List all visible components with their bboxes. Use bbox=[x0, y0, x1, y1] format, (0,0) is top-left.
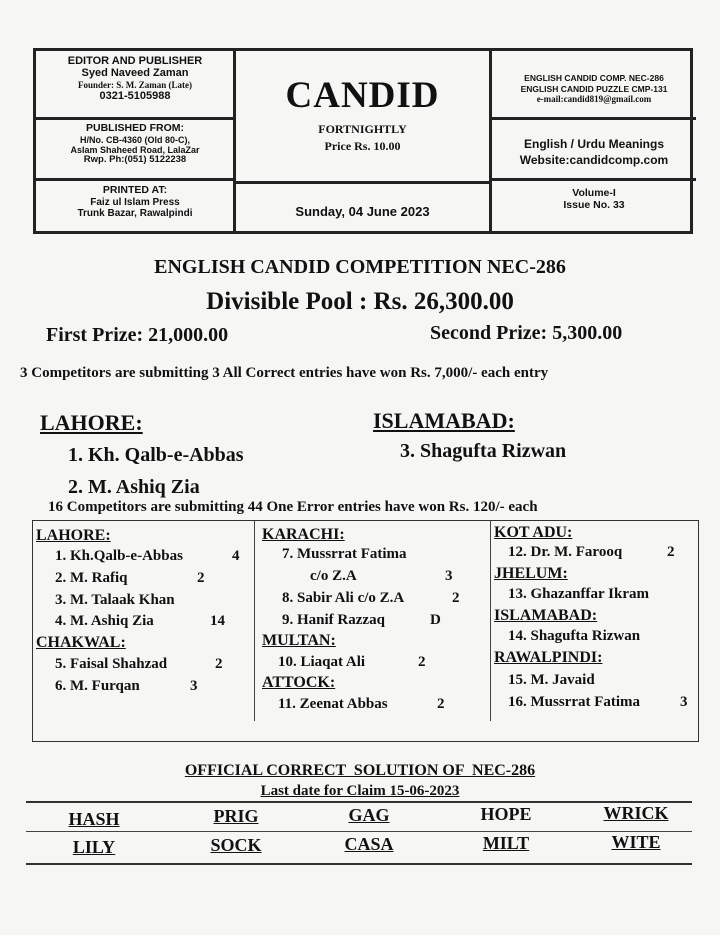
winner-entry: 1. Kh. Qalb-e-Abbas bbox=[68, 444, 244, 466]
entry-count: 3 bbox=[445, 568, 453, 584]
editor-block bbox=[40, 55, 230, 102]
city-jhelum: JHELUM: bbox=[494, 565, 568, 582]
city-islamabad: ISLAMABAD: bbox=[373, 408, 515, 433]
winner-entry: 3. Shagufta Rizwan bbox=[400, 440, 567, 462]
editor-label: EDITOR AND PUBLISHER bbox=[67, 55, 203, 67]
city-attock: ATTOCK: bbox=[262, 674, 336, 691]
city-rawalpindi: RAWALPINDI: bbox=[494, 649, 603, 666]
solution-word: WITE bbox=[611, 832, 661, 852]
printed-line2: Trunk Bazar, Rawalpindi bbox=[77, 207, 193, 219]
newspaper-title: CANDID bbox=[285, 75, 440, 116]
second-prize: Second Prize: 5,300.00 bbox=[430, 322, 623, 344]
entry-name: 9. Hanif Razzaq bbox=[282, 612, 385, 628]
published-addr2: Aslam Shaheed Road, LalaZar bbox=[70, 144, 200, 155]
entry-name: 5. Faisal Shahzad bbox=[55, 656, 168, 672]
divider bbox=[36, 178, 233, 181]
entry-count: D bbox=[430, 612, 441, 628]
entry-count: 2 bbox=[452, 590, 460, 606]
divider bbox=[490, 521, 491, 721]
city-karachi: KARACHI: bbox=[262, 526, 345, 543]
website: Website:candidcomp.com bbox=[519, 152, 669, 167]
entry-name: 13. Ghazanffar Ikram bbox=[508, 586, 649, 602]
solution-word: SOCK bbox=[210, 835, 262, 855]
entry-name: 11. Zeenat Abbas bbox=[278, 696, 388, 712]
editor-name: Syed Naveed Zaman bbox=[81, 67, 189, 80]
divider bbox=[489, 117, 696, 120]
solution-word: LILY bbox=[72, 837, 116, 857]
issue-date: Sunday, 04 June 2023 bbox=[295, 204, 430, 219]
one-error-note: 16 Competitors are submitting 44 One Error entries have won Rs. 120/- each bbox=[48, 499, 538, 515]
entry-name: 1. Kh.Qalb-e-Abbas bbox=[55, 548, 183, 564]
puzzle-code: ENGLISH CANDID PUZZLE CMP-131 bbox=[520, 83, 668, 94]
entry-count: 2 bbox=[667, 544, 675, 560]
solution-word: PRIG bbox=[213, 806, 259, 826]
solution-word: MILT bbox=[482, 833, 530, 853]
entry-name: 6. M. Furqan bbox=[55, 678, 140, 694]
editor-phone: 0321-5105988 bbox=[99, 89, 171, 102]
solution-table bbox=[26, 801, 692, 865]
comp-code: ENGLISH CANDID COMP. NEC-286 bbox=[524, 73, 664, 83]
divisible-pool: Divisible Pool : Rs. 26,300.00 bbox=[206, 288, 514, 315]
entry-count: 4 bbox=[232, 548, 240, 564]
city-lahore: LAHORE: bbox=[36, 527, 111, 544]
city-kot-adu: KOT ADU: bbox=[494, 524, 573, 541]
entry-name: 12. Dr. M. Farooq bbox=[508, 544, 623, 560]
entry-name: 3. M. Talaak Khan bbox=[55, 592, 175, 608]
contact-block bbox=[492, 73, 696, 106]
winner-entry: 2. M. Ashiq Zia bbox=[68, 476, 200, 498]
entry-count: 2 bbox=[215, 656, 223, 672]
city-chakwal: CHAKWAL: bbox=[36, 634, 126, 651]
solution-word: HOPE bbox=[480, 804, 532, 824]
solution-word: HASH bbox=[68, 809, 120, 829]
entry-name: 8. Sabir Ali c/o Z.A bbox=[282, 590, 405, 606]
solution-title: OFFICIAL CORRECT SOLUTION OF NEC-286 bbox=[184, 762, 536, 779]
email: e-mail:candid819@gmail.com bbox=[536, 94, 652, 105]
published-addr1: H/No. CB-4360 (Old 80-C), bbox=[79, 134, 191, 145]
divider bbox=[254, 521, 255, 721]
all-correct-note: 3 Competitors are submitting 3 All Correct entries have won Rs. 7,000/- each entry bbox=[20, 365, 549, 381]
first-prize: First Prize: 21,000.00 bbox=[46, 324, 229, 346]
published-label: PUBLISHED FROM: bbox=[86, 122, 184, 134]
entry-count: 2 bbox=[197, 570, 205, 586]
entry-count: 2 bbox=[437, 696, 445, 712]
city-lahore: LAHORE: bbox=[40, 410, 143, 435]
issue-number: Issue No. 33 bbox=[563, 198, 625, 211]
entry-name: 7. Mussrrat Fatima bbox=[282, 546, 407, 562]
printed-line1: Faiz ul Islam Press bbox=[90, 196, 180, 208]
solution-word: CASA bbox=[344, 834, 394, 854]
competition-title: ENGLISH CANDID COMPETITION NEC-286 bbox=[154, 256, 566, 278]
published-block bbox=[40, 123, 230, 166]
volume-block bbox=[492, 188, 696, 212]
printed-label: PRINTED AT: bbox=[102, 184, 168, 196]
entry-count: 3 bbox=[190, 678, 198, 694]
solution-word: WRICK bbox=[603, 803, 669, 823]
city-multan: MULTAN: bbox=[262, 632, 336, 649]
meanings: English / Urdu Meanings bbox=[523, 137, 664, 151]
printed-block bbox=[40, 185, 230, 219]
masthead bbox=[33, 48, 693, 234]
price: Price Rs. 10.00 bbox=[324, 139, 401, 153]
entry-name: 16. Mussrrat Fatima bbox=[508, 694, 641, 710]
entry-name: c/o Z.A bbox=[310, 568, 357, 584]
divider bbox=[233, 181, 489, 184]
entry-count: 3 bbox=[680, 694, 688, 710]
entry-name: 10. Liaqat Ali bbox=[278, 654, 366, 670]
entry-name: 14. Shagufta Rizwan bbox=[508, 628, 641, 644]
published-phone: Rwp. Ph:(051) 5122238 bbox=[83, 153, 187, 165]
volume: Volume-I bbox=[572, 187, 616, 199]
claim-date: Last date for Claim 15-06-2023 bbox=[260, 783, 460, 799]
founder: Founder: S. M. Zaman (Late) bbox=[78, 79, 192, 90]
entry-name: 2. M. Rafiq bbox=[55, 570, 128, 586]
solution-word: GAG bbox=[348, 805, 390, 825]
divider bbox=[489, 178, 696, 181]
entry-count: 14 bbox=[210, 613, 225, 629]
divider bbox=[36, 117, 233, 120]
entry-name: 4. M. Ashiq Zia bbox=[55, 613, 154, 629]
meanings-block bbox=[492, 137, 696, 168]
entry-count: 2 bbox=[418, 654, 426, 670]
frequency: FORTNIGHTLY bbox=[318, 122, 407, 136]
city-islamabad: ISLAMABAD: bbox=[494, 607, 598, 624]
entry-name: 15. M. Javaid bbox=[508, 672, 595, 688]
